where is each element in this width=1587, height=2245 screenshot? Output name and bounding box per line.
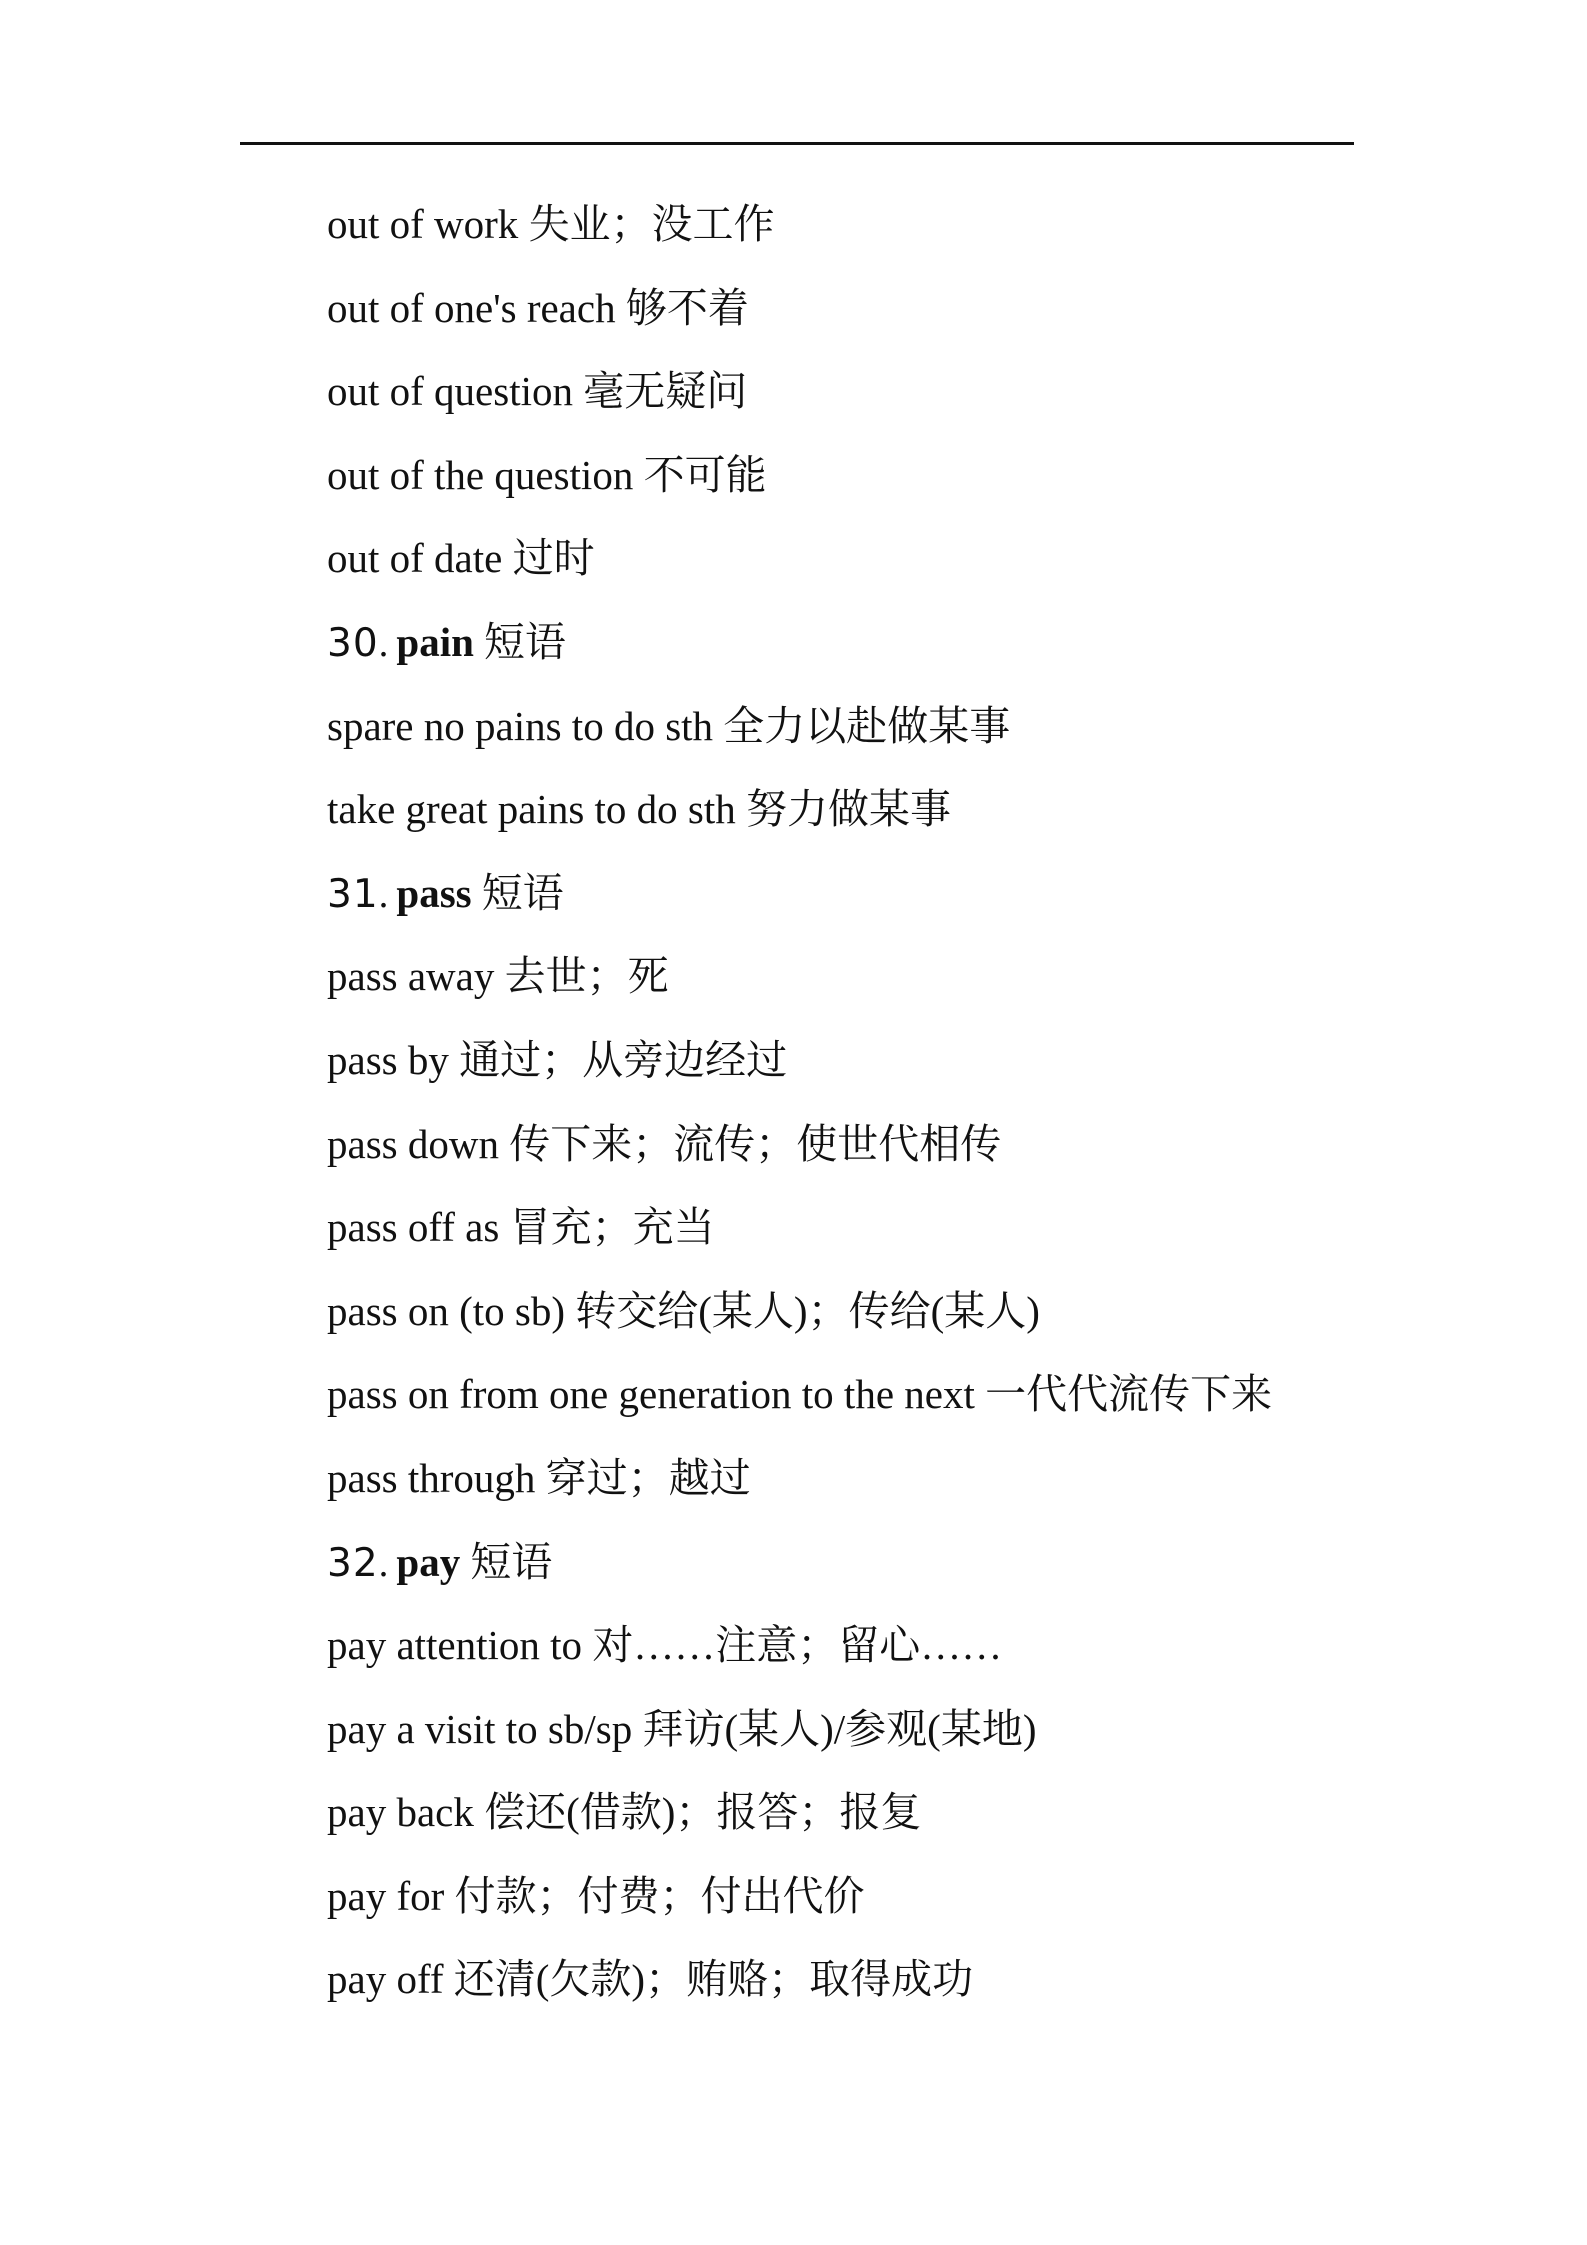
phrase-chinese: 过时	[512, 535, 595, 582]
header-rule	[240, 142, 1354, 145]
phrase-chinese: 偿还(借款)；报答；报复	[484, 1789, 922, 1836]
phrase-line	[327, 1604, 1427, 1688]
phrase-chinese: 够不着	[625, 284, 749, 331]
phrase-english: pass on (to sb)	[327, 1287, 566, 1334]
phrase-line	[327, 1103, 1427, 1187]
phrase-english: out of date	[327, 535, 503, 582]
phrase-list	[327, 183, 1427, 2022]
phrase-line	[327, 267, 1427, 351]
phrase-chinese: 穿过；越过	[545, 1454, 751, 1501]
section-number: 32	[327, 1540, 379, 1586]
phrase-chinese: 失业；没工作	[528, 201, 775, 247]
phrase-chinese: 努力做某事	[746, 786, 952, 833]
section-dot: .	[378, 621, 389, 665]
phrase-english: out of one's reach	[327, 284, 616, 331]
phrase-chinese: 传下来；流传；使世代相传	[509, 1120, 1002, 1167]
phrase-english: pay off	[327, 1956, 444, 2003]
phrase-chinese: 通过；从旁边经过	[459, 1036, 788, 1083]
phrase-line	[327, 434, 1427, 518]
section-suffix: 短语	[483, 618, 566, 665]
phrase-line	[327, 1437, 1427, 1521]
phrase-chinese: 不可能	[643, 451, 767, 498]
phrase-chinese: 毫无疑问	[583, 368, 748, 415]
phrase-english: pay for	[327, 1872, 445, 1919]
phrase-chinese: 全力以赴做某事	[723, 702, 1011, 749]
phrase-line	[327, 1938, 1427, 2022]
phrase-chinese: 去世；死	[504, 953, 669, 1000]
phrase-line	[327, 517, 1427, 601]
section-suffix: 短语	[481, 869, 564, 916]
phrase-line	[327, 935, 1427, 1019]
phrase-chinese: 拜访(某人)/参观(某地)	[642, 1705, 1037, 1752]
section-number: 30	[327, 620, 379, 666]
phrase-line	[327, 1270, 1427, 1354]
phrase-english: pass down	[327, 1120, 499, 1167]
phrase-chinese: 转交给(某人)；传给(某人)	[575, 1287, 1040, 1334]
phrase-english: pay attention to	[327, 1622, 583, 1669]
phrase-chinese: 付款；付费；付出代价	[454, 1872, 865, 1919]
section-number: 31	[327, 871, 379, 917]
phrase-english: pay back	[327, 1789, 474, 1836]
phrase-line	[327, 1771, 1427, 1855]
phrase-english: pass on from one generation to the next	[327, 1371, 975, 1418]
phrase-chinese: 还清(欠款)；贿赂；取得成功	[453, 1956, 974, 2003]
phrase-english: pass away	[327, 953, 495, 1000]
section-dot: .	[378, 1541, 389, 1585]
section-keyword: pay	[396, 1538, 461, 1585]
phrase-chinese: 冒充；充当	[509, 1204, 715, 1251]
section-heading	[327, 601, 1427, 685]
phrase-line	[327, 350, 1427, 434]
phrase-english: spare no pains to do sth	[327, 702, 714, 749]
section-dot: .	[378, 872, 389, 916]
phrase-line	[327, 685, 1427, 769]
phrase-line	[327, 768, 1427, 852]
phrase-line	[327, 1353, 1427, 1437]
phrase-english: pass through	[327, 1454, 536, 1501]
section-suffix: 短语	[470, 1538, 553, 1585]
phrase-line	[327, 1688, 1427, 1772]
phrase-english: take great pains to do sth	[327, 786, 736, 833]
phrase-english: pass off as	[327, 1204, 500, 1251]
phrase-line	[327, 1019, 1427, 1103]
section-keyword: pain	[396, 618, 474, 665]
phrase-english: pay a visit to sb/sp	[327, 1705, 633, 1752]
section-heading	[327, 852, 1427, 936]
section-heading	[327, 1521, 1427, 1605]
phrase-line	[327, 183, 1427, 267]
phrase-english: pass by	[327, 1036, 449, 1083]
phrase-chinese: 对……注意；留心……	[592, 1622, 1003, 1669]
phrase-line	[327, 1855, 1427, 1939]
phrase-chinese: 一代代流传下来	[985, 1371, 1273, 1418]
phrase-english: out of the question	[327, 451, 634, 498]
section-keyword: pass	[396, 869, 472, 916]
phrase-english: out of work	[327, 201, 519, 247]
phrase-english: out of question	[327, 368, 573, 415]
phrase-line	[327, 1186, 1427, 1270]
